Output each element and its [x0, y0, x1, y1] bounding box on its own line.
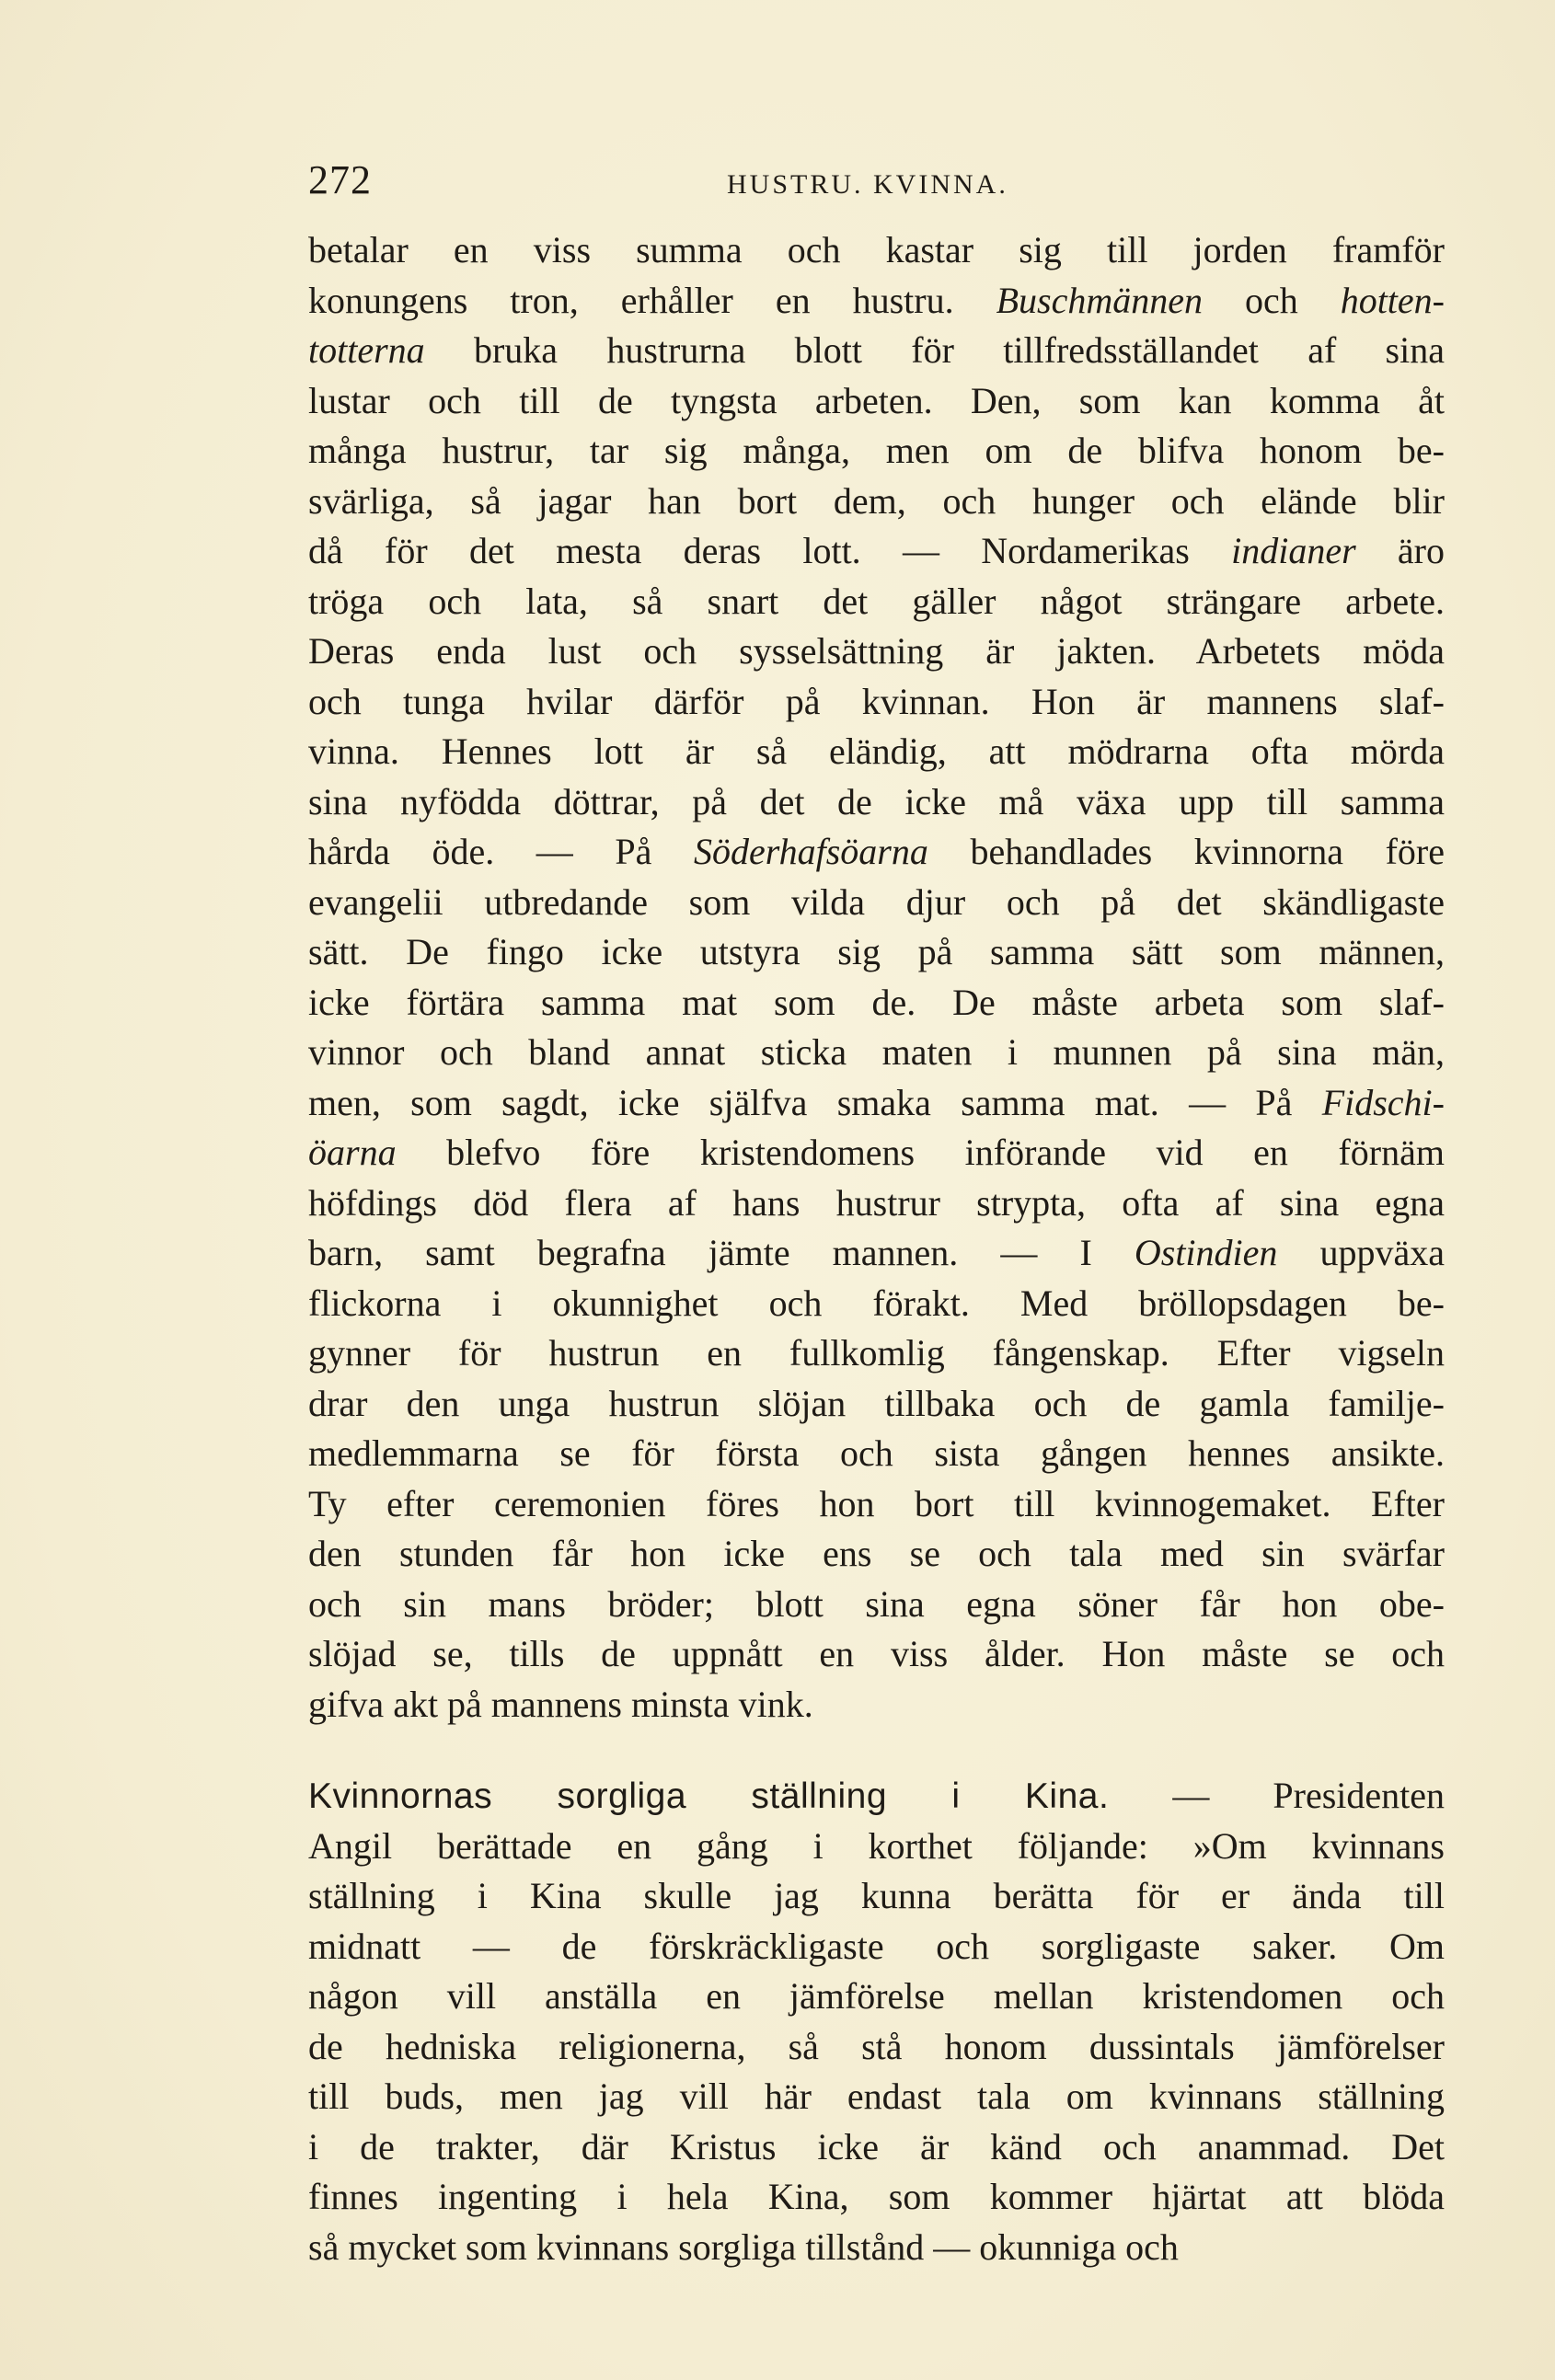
text-line [308, 878, 1445, 928]
text-line [308, 927, 1445, 978]
italic-term: hotten- [1340, 279, 1445, 321]
text-run: så mycket som kvinnans sorgliga tillstånd — okunniga och [308, 2225, 1179, 2268]
text-line [308, 225, 1445, 276]
page-number: 272 [308, 157, 372, 202]
text-run: blefvo före kristendomens införande vid en förnäm [396, 1132, 1445, 1173]
text-run: gifva akt på mannens minsta vink. [308, 1683, 813, 1725]
text-run: evangelii utbredande som vilda djur och på det skändligaste [308, 880, 1445, 923]
text-line [308, 477, 1445, 527]
page-header [308, 156, 1445, 212]
text-line [308, 1078, 1445, 1129]
text-run: men, som sagdt, icke själfva smaka samma mat. — På [308, 1081, 1322, 1123]
text-run: ställning i Kina skulle jag kunna berätta för er ända till [308, 1875, 1445, 1916]
italic-term: Fidschi- [1321, 1081, 1445, 1123]
text-line [308, 1922, 1445, 1972]
text-run: Deras enda lust och sysselsättning är jakten. Arbetets möda [308, 630, 1445, 672]
text-line [308, 577, 1445, 627]
text-line [308, 326, 1445, 376]
text-run: någon vill anställa en jämförelse mellan kristendomen och [308, 1975, 1445, 2017]
text-run: flickorna i okunnighet och förakt. Med bröllopsdagen be- [308, 1282, 1445, 1324]
text-line [308, 1379, 1445, 1430]
text-run: betalar en viss summa och kastar sig till jorden framför [308, 229, 1445, 270]
text-run: många hustrur, tar sig många, men om de blifva honom be- [308, 430, 1445, 471]
text-run: i de trakter, där Kristus icke är känd och anammad. Det [308, 2125, 1445, 2167]
text-line [308, 526, 1445, 577]
text-line [308, 2022, 1445, 2073]
text-run: vinnor och bland annat sticka maten i munnen på sina män, [308, 1031, 1445, 1073]
text-run: medlemmarna se för första och sista gången hennes ansikte. [308, 1432, 1445, 1474]
text-line [308, 1871, 1445, 1922]
text-run: Ty efter ceremonien föres hon bort till kvinnogemaket. Efter [308, 1482, 1445, 1524]
text-run: höfdings död flera af hans hustrur strypta, ofta af sina egna [308, 1181, 1445, 1224]
text-line [308, 827, 1445, 878]
text-line [308, 677, 1445, 728]
text-line [308, 1822, 1445, 1872]
text-run: de hedniska religionerna, så stå honom dussintals jämförelser [308, 2025, 1445, 2067]
text-run: slöjad se, tills de uppnått en viss ålder. Hon måste se och [308, 1633, 1445, 1674]
text-run: drar den unga hustrun slöjan tillbaka och de gamla familje- [308, 1382, 1445, 1424]
text-run: till buds, men jag vill här endast tala om kvinnans ställning [308, 2075, 1445, 2117]
text-line [308, 978, 1445, 1029]
text-line [308, 1479, 1445, 1530]
text-run: äro [1355, 530, 1445, 571]
text-line [308, 2223, 1445, 2273]
text-line [308, 1529, 1445, 1580]
text-line [308, 777, 1445, 828]
text-line [308, 1328, 1445, 1379]
running-head: HUSTRU. KVINNA. [727, 169, 1008, 200]
text-line [308, 627, 1445, 677]
text-run: svärliga, så jagar han bort dem, och hunger och elände blir [308, 479, 1445, 522]
text-line [308, 1179, 1445, 1229]
italic-term: öarna [308, 1132, 397, 1173]
text-run: bruka hustrurna blott för tillfredsställandet af sina [424, 329, 1445, 371]
text-line [308, 1680, 1445, 1730]
text-line [308, 1972, 1445, 2022]
text-run: då för det mesta deras lott. — Nordamerikas [308, 530, 1232, 571]
text-line [308, 2122, 1445, 2173]
text-line [308, 1028, 1445, 1078]
italic-term: totterna [308, 329, 425, 371]
text-run: och tunga hvilar därför på kvinnan. Hon är mannens slaf- [308, 680, 1445, 722]
text-line [308, 1771, 1445, 1822]
section-heading: Kvinnornas sorgliga ställning i Kina. [308, 1776, 1110, 1816]
text-line [308, 1128, 1445, 1179]
text-run: — Presidenten [1109, 1775, 1445, 1816]
text-run: midnatt — de förskräckligaste och sorgligaste saker. Om [308, 1925, 1445, 1967]
text-run: och [1202, 279, 1341, 321]
text-run: sätt. De fingo icke utstyra sig på samma sätt som männen, [308, 931, 1445, 972]
text-run: gynner för hustrun en fullkomlig fångenskap. Efter vigseln [308, 1332, 1445, 1374]
text-run: och sin mans bröder; blott sina egna söner får hon obe- [308, 1582, 1445, 1625]
text-run: barn, samt begrafna jämte mannen. — I [308, 1232, 1135, 1273]
text-run: lustar och till de tyngsta arbeten. Den, som kan komma åt [308, 379, 1445, 421]
text-line [308, 2172, 1445, 2223]
text-line [308, 2072, 1445, 2122]
text-run: hårda öde. — På [308, 831, 695, 872]
text-run: uppväxa [1277, 1232, 1445, 1273]
text-line [308, 1580, 1445, 1630]
text-run: Angil berättade en gång i korthet följande: »Om kvinnans [308, 1824, 1445, 1867]
text-line [308, 376, 1445, 427]
text-run: behandlades kvinnorna före [927, 831, 1445, 872]
italic-term: Söderhafsöarna [694, 831, 928, 872]
body-paragraph-1 [308, 225, 1445, 1730]
text-line [308, 727, 1445, 777]
text-run: konungens tron, erhåller en hustru. [308, 279, 996, 321]
text-run: finnes ingenting i hela Kina, som kommer hjärtat att blöda [308, 2176, 1445, 2217]
text-run: den stunden får hon icke ens se och tala med sin svärfar [308, 1533, 1445, 1574]
text-line [308, 1629, 1445, 1680]
text-line [308, 1279, 1445, 1329]
text-run: tröga och lata, så snart det gäller något strängare arbete. [308, 580, 1445, 622]
text-run: icke förtära samma mat som de. De måste arbeta som slaf- [308, 981, 1445, 1023]
text-run: vinna. Hennes lott är så eländig, att mödrarna ofta mörda [308, 730, 1445, 772]
text-line [308, 1228, 1445, 1279]
italic-term: Ostindien [1134, 1232, 1278, 1273]
body-paragraph-2 [308, 1771, 1445, 2272]
italic-term: indianer [1231, 530, 1356, 571]
text-line [308, 426, 1445, 477]
text-line [308, 276, 1445, 327]
text-line [308, 1429, 1445, 1479]
italic-term: Buschmännen [996, 279, 1203, 321]
text-run: sina nyfödda döttrar, på det de icke må växa upp till samma [308, 780, 1445, 822]
